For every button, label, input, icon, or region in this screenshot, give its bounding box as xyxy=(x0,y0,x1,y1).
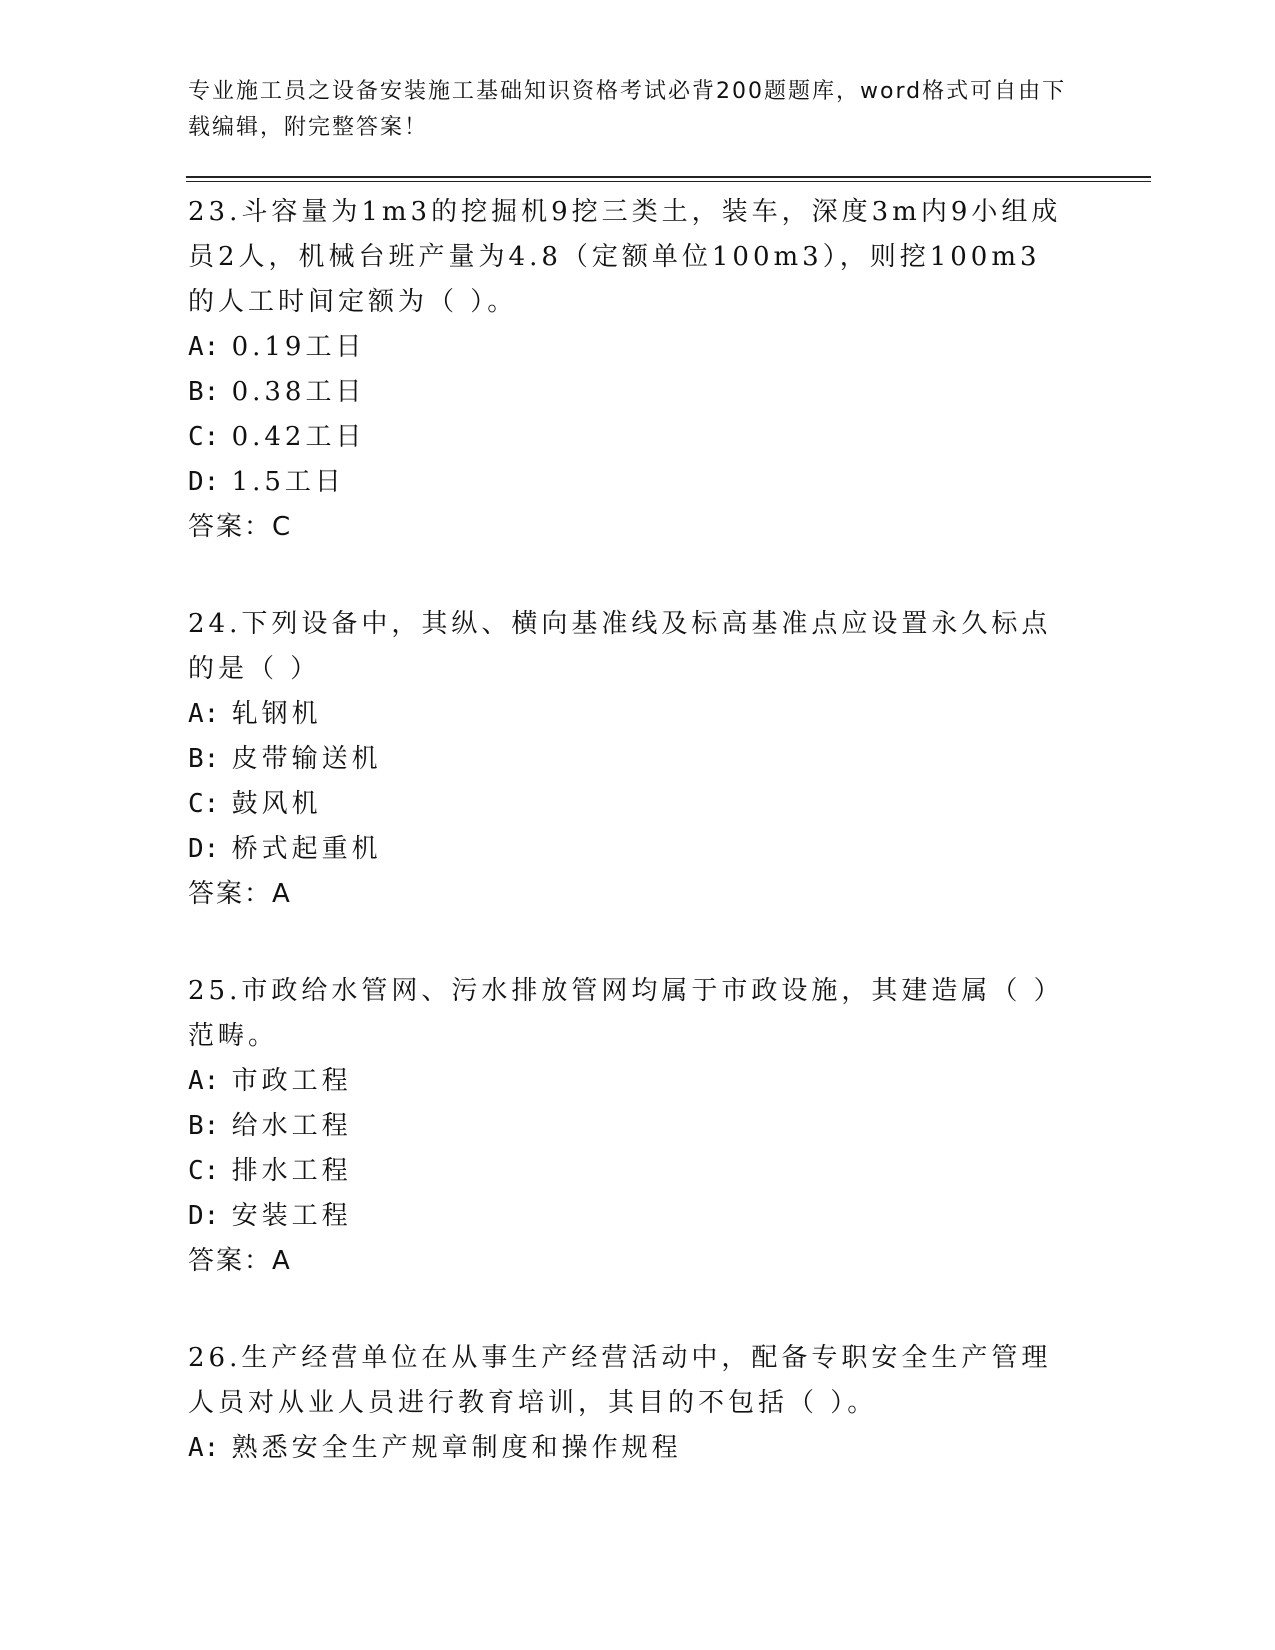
question-24 xyxy=(188,602,1068,917)
option-text: 0.38工日 xyxy=(231,377,366,407)
question-stem: 25.市政给水管网、污水排放管网均属于市政设施，其建造属（ ）范畴。 xyxy=(188,976,1064,1051)
question-26 xyxy=(188,1336,1068,1471)
answer-line: 答案：A xyxy=(188,879,292,909)
option-b xyxy=(188,737,1068,782)
option-key: D: xyxy=(188,834,220,864)
option-text: 0.42工日 xyxy=(231,422,366,452)
option-a xyxy=(188,1426,1068,1471)
option-key: C: xyxy=(188,422,220,452)
option-a xyxy=(188,1059,1068,1104)
option-text: 排水工程 xyxy=(231,1156,352,1186)
question-list xyxy=(188,190,1068,1523)
option-text: 给水工程 xyxy=(231,1111,352,1141)
option-c xyxy=(188,415,1068,460)
option-text: 鼓风机 xyxy=(231,789,322,819)
option-key: A: xyxy=(188,699,220,729)
option-c xyxy=(188,782,1068,827)
option-a xyxy=(188,692,1068,737)
question-stem: 26.生产经营单位在从事生产经营活动中，配备专职安全生产管理人员对从业人员进行教育培训，其目的不包括（ ）。 xyxy=(188,1343,1052,1418)
question-stem: 24.下列设备中，其纵、横向基准线及标高基准点应设置永久标点的是（ ） xyxy=(188,609,1052,684)
option-d xyxy=(188,827,1068,872)
document-header: 专业施工员之设备安装施工基础知识资格考试必背200题题库，word格式可自由下载编辑，附完整答案！ xyxy=(188,79,1067,140)
question-25 xyxy=(188,969,1068,1284)
option-key: D: xyxy=(188,1201,220,1231)
option-text: 0.19工日 xyxy=(231,332,366,362)
option-d xyxy=(188,460,1068,505)
option-text: 1.5工日 xyxy=(231,467,345,497)
option-b xyxy=(188,370,1068,415)
question-stem: 23.斗容量为1m3的挖掘机9挖三类土，装车，深度3m内9小组成员2人，机械台班产量为4.8（定额单位100m3），则挖100m3的人工时间定额为（ ）。 xyxy=(188,197,1062,317)
answer-line: 答案：A xyxy=(188,1246,292,1276)
answer-line: 答案：C xyxy=(188,512,293,542)
option-key: A: xyxy=(188,1066,220,1096)
option-d xyxy=(188,1194,1068,1239)
option-c xyxy=(188,1149,1068,1194)
option-text: 皮带输送机 xyxy=(231,744,382,774)
option-text: 熟悉安全生产规章制度和操作规程 xyxy=(231,1433,682,1463)
option-key: A: xyxy=(188,1433,220,1463)
option-key: C: xyxy=(188,1156,220,1186)
option-text: 轧钢机 xyxy=(231,699,322,729)
option-text: 桥式起重机 xyxy=(231,834,382,864)
option-key: B: xyxy=(188,377,220,407)
option-text: 市政工程 xyxy=(231,1066,352,1096)
option-key: D: xyxy=(188,467,220,497)
option-a xyxy=(188,325,1068,370)
header-divider xyxy=(186,176,1151,182)
option-key: B: xyxy=(188,1111,220,1141)
option-text: 安装工程 xyxy=(231,1201,352,1231)
option-key: A: xyxy=(188,332,220,362)
question-23 xyxy=(188,190,1068,550)
option-b xyxy=(188,1104,1068,1149)
option-key: B: xyxy=(188,744,220,774)
option-key: C: xyxy=(188,789,220,819)
